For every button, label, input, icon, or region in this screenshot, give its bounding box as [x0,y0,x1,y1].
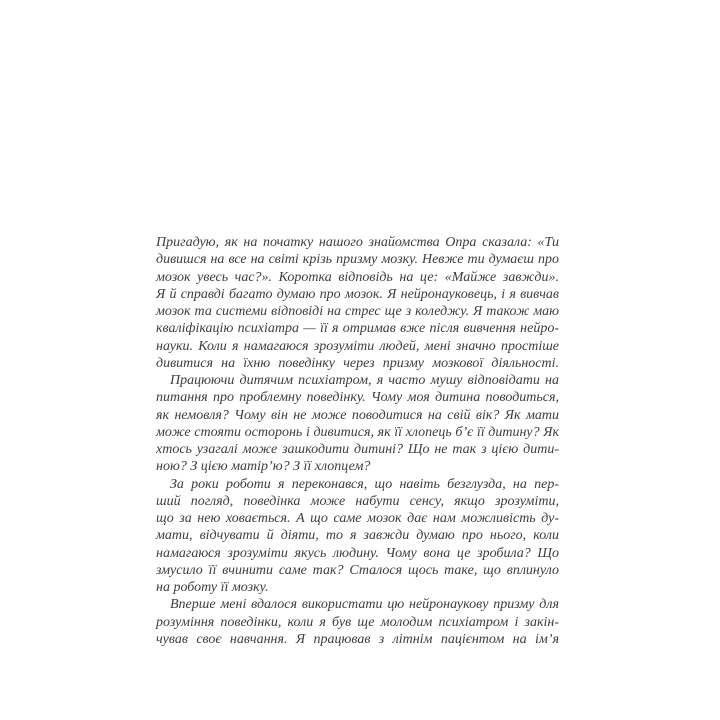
text-line: чував своє навчання. Я працював з літнім пацієнтом на ім’я [156,631,559,647]
text-line: мозок увесь час?». Коротка відповідь на це: «Майже завжди». [156,269,559,285]
text-line: мозок та системи відповіді на стрес ще з коледжу. Я також маю [156,304,559,319]
text-line: що за нею ховається. А що саме мозок дає нам можливість ду- [156,511,559,526]
text-line: Пригадую, як на початку нашого знайомства Опра сказала: «Ти [156,235,559,250]
text-line: науки. Коли я намагаюся зрозуміти людей, мені значно простіше [156,338,559,354]
paragraph [156,372,559,476]
body-text-block [156,234,559,648]
text-line: Я й справді багато думаю про мозок. Я нейронауковець, і я вивчав [156,286,559,302]
text-line: дивитися на їхню поведінку через призму мозкової діяльності. [156,355,559,371]
text-line: розуміння поведінки, коли я був ще молодим психіатром і закін- [156,614,559,630]
text-line: мати, відчувати й діяти, то я завжди думаю про нього, коли [156,528,559,544]
text-line: кваліфікацію психіатра — її я отримав вже після вивчення нейро- [156,321,559,337]
paragraph [156,476,559,597]
text-line: намагаюся зрозуміти якусь людину. Чому вона це зробила? Що [156,545,559,561]
text-line: Працюючи дитячим психіатром, я часто мушу відповідати на [170,373,559,388]
text-line: як немовля? Чому він не може поводитися на свій вік? Як мати [156,407,559,423]
text-line: може стояти осторонь і дивитися, як її хлопець б’є її дитину? Як [156,424,559,440]
text-line: За роки роботи я переконався, що навіть безглузда, на пер- [170,476,559,492]
text-line: на роботу її мозку. [156,580,269,595]
text-line: хтось узагалі може зашкодити дитині? Що не так з цією дити- [156,442,559,457]
text-line: Вперше мені вдалося використати цю нейронаукову призму для [170,597,559,613]
paragraph [156,596,559,648]
text-line: ший погляд, поведінка може набути сенсу, якщо зрозуміти, [156,493,559,509]
text-line: питання про проблемну поведінку. Чому моя дитина поводиться, [156,390,559,406]
text-line: ною? З цією матір’ю? З її хлопцем? [156,459,371,475]
text-line: дивишся на все на світі крізь призму мозку. Невже ти думаєш про [156,252,559,268]
text-line: змусило її вчинити саме так? Сталося щось таке, що вплинуло [156,562,559,578]
paragraph [156,234,559,372]
